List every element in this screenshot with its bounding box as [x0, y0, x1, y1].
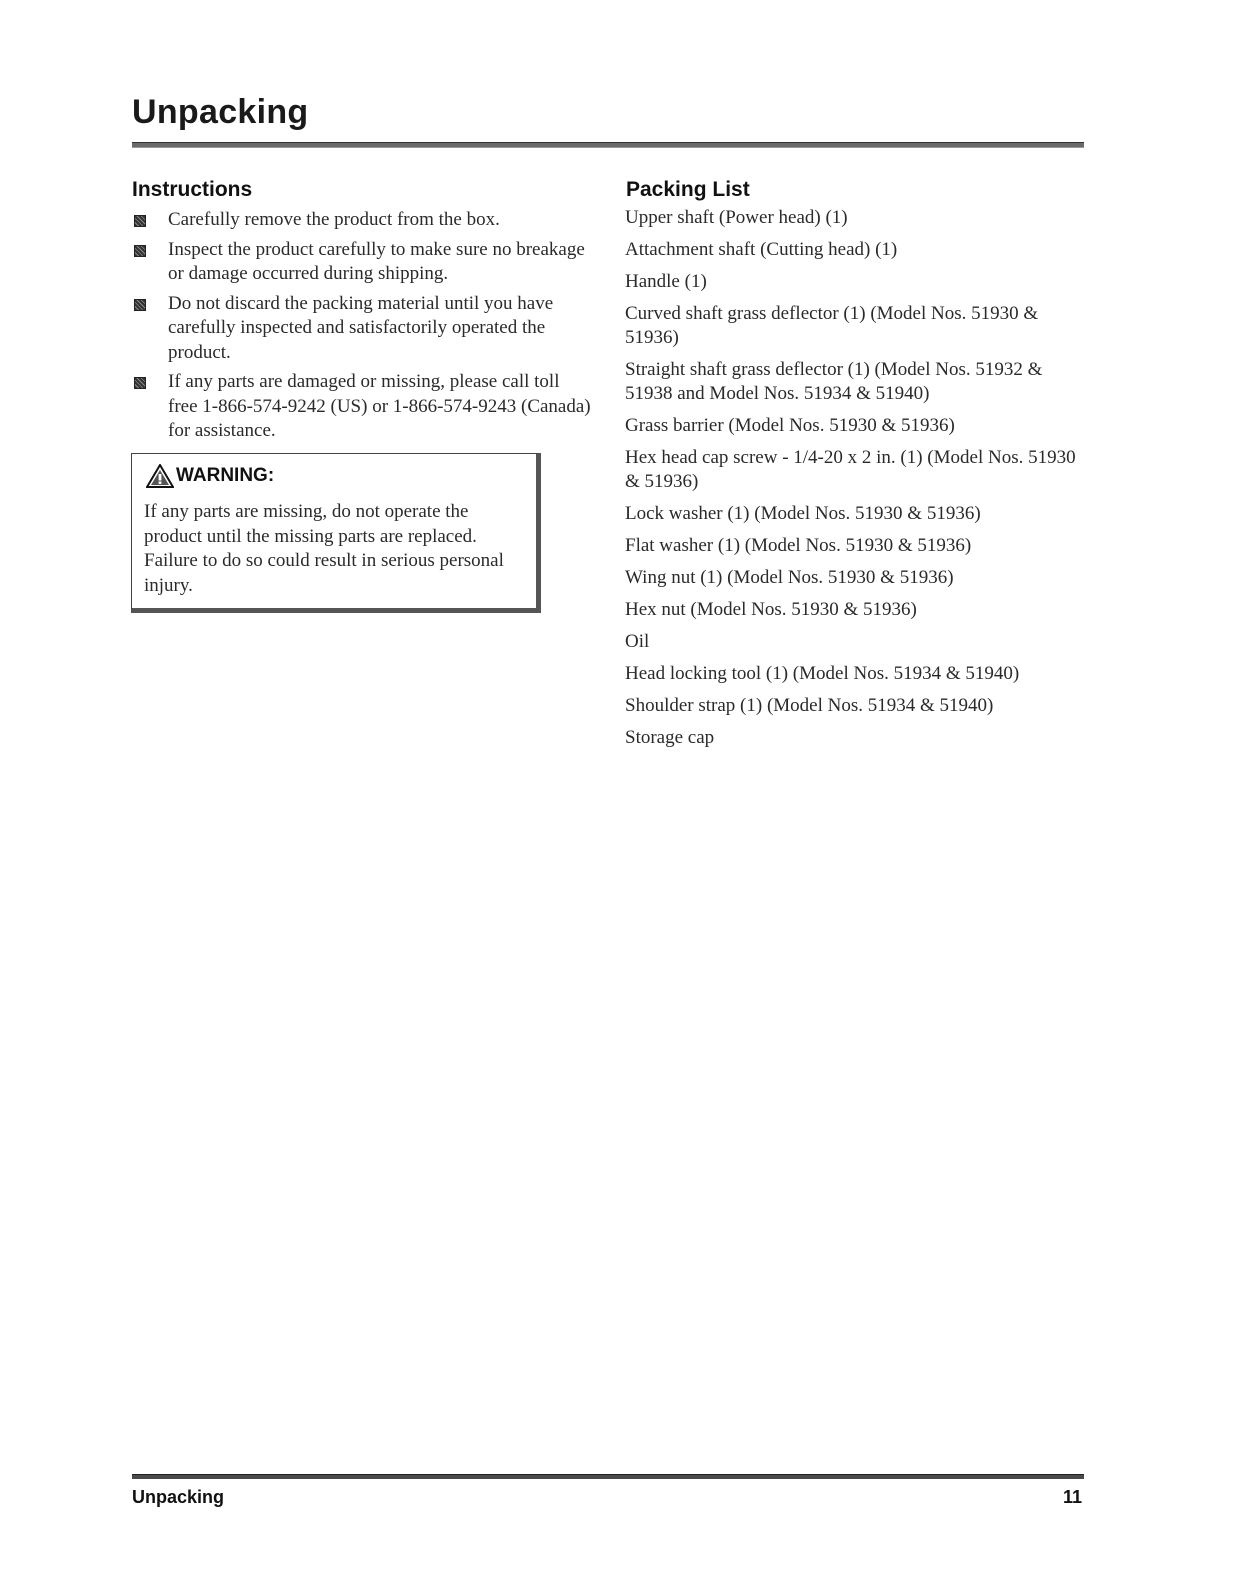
instruction-text: Inspect the product carefully to make sure no breakage or damage occurred during shipping.	[168, 238, 585, 284]
packing-list-item: Shoulder strap (1) (Model Nos. 51934 & 51940)	[625, 695, 994, 716]
instruction-item	[132, 292, 592, 366]
page-title: Unpacking	[132, 93, 309, 131]
packing-list-item: Straight shaft grass deflector (1) (Model Nos. 51932 & 51938 and Model Nos. 51934 & 51940)	[625, 359, 1043, 404]
warning-header	[146, 464, 274, 488]
packing-list-item: Flat washer (1) (Model Nos. 51930 & 51936)	[625, 535, 972, 556]
warning-triangle-icon	[146, 464, 174, 488]
square-bullet-icon	[134, 215, 146, 227]
instruction-text: Carefully remove the product from the box.	[168, 209, 500, 230]
packing-list-item: Oil	[625, 631, 650, 652]
packing-list-item: Storage cap	[625, 727, 715, 748]
warning-text: If any parts are missing, do not operate the product until the missing parts are replaced. Failure to do so could result in serious personal injury.	[144, 501, 504, 596]
square-bullet-icon	[134, 245, 146, 257]
packing-list-item: Attachment shaft (Cutting head) (1)	[625, 239, 898, 260]
packing-list-item: Wing nut (1) (Model Nos. 51930 & 51936)	[625, 567, 954, 588]
packing-list	[625, 206, 1085, 758]
instructions-heading: Instructions	[132, 178, 253, 201]
warning-label: WARNING:	[176, 465, 275, 486]
packing-list-item: Upper shaft (Power head) (1)	[625, 207, 848, 228]
packing-list-item: Curved shaft grass deflector (1) (Model Nos. 51930 & 51936)	[625, 303, 1039, 348]
packing-list-heading: Packing List	[626, 178, 750, 201]
packing-list-item: Lock washer (1) (Model Nos. 51930 & 51936)	[625, 503, 981, 524]
footer-section-title: Unpacking	[132, 1487, 225, 1507]
instruction-text: If any parts are damaged or missing, please call toll free 1-866-574-9242 (US) or 1-866-574-9243 (Canada) for assistance.	[168, 371, 591, 441]
warning-box	[131, 453, 541, 613]
footer-rule	[132, 1474, 1084, 1479]
title-rule	[132, 142, 1084, 148]
instruction-item	[132, 238, 592, 287]
instruction-text: Do not discard the packing material until you have carefully inspected and satisfactorily operated the product.	[168, 292, 554, 363]
packing-list-item: Hex nut (Model Nos. 51930 & 51936)	[625, 599, 917, 620]
square-bullet-icon	[134, 377, 146, 389]
packing-list-item: Grass barrier (Model Nos. 51930 & 51936)	[625, 415, 955, 436]
page-number: 11	[1062, 1487, 1082, 1507]
packing-list-item: Head locking tool (1) (Model Nos. 51934 & 51940)	[625, 663, 1020, 684]
instruction-item	[132, 208, 592, 233]
packing-list-item: Hex head cap screw - 1/4-20 x 2 in. (1) (Model Nos. 51930 & 51936)	[625, 447, 1076, 492]
instructions-list	[132, 208, 592, 449]
packing-list-item: Handle (1)	[625, 271, 707, 292]
instruction-item	[132, 370, 592, 444]
square-bullet-icon	[134, 299, 146, 311]
